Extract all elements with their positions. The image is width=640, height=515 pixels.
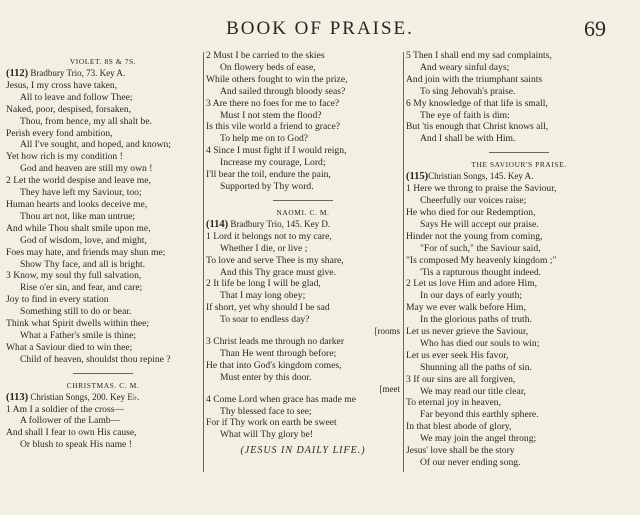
- tune-name: CHRISTMAS. C. M.: [66, 380, 140, 390]
- column-divider: [203, 52, 204, 472]
- tune-name: VIOLET. 8S & 7S.: [69, 57, 137, 66]
- hymn-number: (113): [6, 391, 29, 403]
- verse-line: To eternal joy in heaven,: [406, 397, 501, 409]
- page-title: BOOK OF PRAISE.: [226, 18, 414, 39]
- verse-line: 5 Then I shall end my sad complaints,: [406, 50, 552, 61]
- hymn-source: Christian Songs, 200. Key E♭.: [28, 391, 140, 402]
- verse-line: To soar to endless day?: [220, 314, 310, 326]
- verse-line: 2 Let us love Him and adore Him,: [406, 278, 538, 290]
- verse-line: Let us ever seek His favor,: [406, 349, 509, 361]
- verse-line: What a Father's smile is thine;: [20, 329, 137, 341]
- section-footer: (JESUS IN DAILY LIFE.): [240, 445, 366, 457]
- verse-line: In the glorious paths of truth.: [420, 314, 532, 326]
- verse-line: What will Thy glory be!: [220, 429, 314, 441]
- verse-line: To sing Jehovah's praise.: [420, 85, 516, 97]
- verse-line: Something still to do or bear.: [20, 306, 132, 318]
- verse-line: They have left my Saviour, too;: [20, 187, 142, 199]
- verse-line: 2 Let the world despise and leave me,: [6, 175, 151, 187]
- hanging-word: [rooms: [374, 326, 400, 337]
- verse-line: Must I not stem the flood?: [220, 109, 322, 121]
- column-2: [206, 50, 400, 503]
- section-rule: [273, 200, 333, 201]
- verse-line: In that blest abode of glory,: [406, 421, 512, 433]
- verse-line: 3 Know, my soul thy full salvation,: [6, 270, 142, 282]
- verse-line: Joy to find in every station: [6, 294, 109, 306]
- verse-line: Perish every fond ambition,: [6, 127, 113, 139]
- verse-line: Is this vile world a friend to grace?: [206, 121, 340, 133]
- verse-line: Thou art not, like man untrue;: [20, 210, 136, 222]
- tune-name: THE SAVIOUR'S PRAISE.: [471, 160, 567, 170]
- verse-line: 2 It life be long I will be glad,: [206, 278, 321, 290]
- verse-line: Think what Spirit dwells within thee;: [6, 318, 150, 330]
- verse-line: That I may long obey;: [220, 290, 306, 302]
- hanging-word: [meet: [379, 383, 400, 394]
- verse-line: 1 Here we throng to praise the Saviour,: [406, 183, 557, 195]
- verse-line: He who died for our Redemption,: [406, 206, 536, 218]
- hymn-number: (115): [406, 171, 429, 183]
- verse-line: All I've sought, and hoped, and known;: [20, 139, 171, 151]
- verse-line: 2 Must I be carried to the skies: [206, 50, 325, 61]
- verse-line: Whether I die, or live ;: [220, 242, 308, 254]
- hymn-heading: [206, 219, 400, 231]
- verse-line: Let us never grieve the Saviour,: [406, 326, 529, 338]
- verse-line: On flowery beds of ease,: [220, 61, 316, 73]
- verse-line: And weary sinful days;: [420, 61, 510, 73]
- verse-line: Far beyond this earthly sphere.: [420, 409, 539, 421]
- verse-line: 1 Am I a soldier of the cross—: [6, 403, 125, 415]
- verse-line: And I shall be with Him.: [420, 133, 516, 145]
- verse-line: What a Saviour died to win thee;: [6, 341, 133, 353]
- verse-line: Supported by Thy word.: [220, 180, 314, 192]
- verse-line: Thou, from hence, my all shalt be.: [20, 115, 152, 127]
- verse-line: To love and serve Thee is my share,: [206, 254, 344, 266]
- page-number: 69: [584, 16, 606, 41]
- verse-line: Or blush to speak His name !: [20, 439, 132, 451]
- verse-line: Shunning all the paths of sin.: [420, 361, 532, 373]
- verse-line: And sailed through bloody seas?: [220, 85, 346, 97]
- hymn-heading: [6, 392, 200, 404]
- verse-line: Rise o'er sin, and fear, and care;: [20, 282, 143, 294]
- verse-line: Jesus, I my cross have taken,: [6, 79, 118, 91]
- verse-line: Of our never ending song.: [420, 457, 521, 468]
- verse-line: While others fought to win the prize,: [206, 73, 348, 85]
- verse-line: If short, yet why should I be sad: [206, 302, 330, 314]
- section-rule: [489, 152, 549, 153]
- verse-line: 3 Christ leads me through no darker: [206, 336, 345, 348]
- hymn-heading: [6, 68, 200, 80]
- verse-line: Than He went through before;: [220, 347, 337, 359]
- verse-line: 6 My knowledge of that life is small,: [406, 97, 548, 109]
- verse-line: God and heaven are still my own !: [20, 163, 153, 175]
- column-1: [6, 50, 200, 503]
- verse-line: Human hearts and looks deceive me,: [6, 198, 148, 210]
- verse-line: Hinder not the young from coming,: [406, 230, 543, 242]
- verse-line: Show Thy face, and all is bright.: [20, 258, 146, 270]
- verse-line: He that into God's kingdom comes,: [206, 359, 342, 371]
- verse-line: All to leave and follow Thee;: [20, 91, 133, 103]
- hymn-number: (112): [6, 68, 29, 79]
- verse-line: Jesus' love shall be the story: [406, 445, 515, 457]
- verse-line: 3 Are there no foes for me to face?: [206, 97, 340, 109]
- hymn-source: Bradbury Trio, 145. Key D.: [228, 218, 331, 229]
- verse-line: I'll bear the toil, endure the pain,: [206, 169, 331, 181]
- verse-line: Thy blessed face to see;: [220, 405, 312, 417]
- verse-line: Naked, poor, despised, forsaken,: [6, 103, 132, 115]
- verse-line: 4 Since I must fight if I would reign,: [206, 145, 347, 157]
- verse-line: Increase my courage, Lord;: [220, 157, 326, 169]
- verse-line: God of wisdom, love, and might,: [20, 234, 147, 246]
- hymn-number: (114): [206, 218, 229, 230]
- verse-line: We may join the angel throng;: [420, 433, 537, 445]
- tune-name: NAOMI. C. M.: [276, 207, 330, 217]
- verse-line: "For of such," the Saviour said,: [420, 242, 541, 254]
- verse-line: "Is composed My heavenly kingdom ;": [406, 254, 557, 266]
- verse-line: And shall I fear to own His cause,: [6, 427, 137, 439]
- verse-line: But 'tis enough that Christ knows all,: [406, 121, 549, 133]
- verse-line: Says He will accept our praise.: [420, 218, 539, 230]
- verse-line: 'Tis a rapturous thought indeed.: [420, 266, 542, 278]
- hymn-heading: [406, 171, 632, 183]
- verse-line: To help me on to God?: [220, 133, 309, 145]
- verse-line: Must enter by this door.: [220, 371, 312, 383]
- verse-line: 3 If our sins are all forgiven,: [406, 373, 516, 385]
- verse-line: We may read our title clear,: [420, 385, 526, 397]
- verse-line: Who has died our souls to win;: [420, 337, 540, 349]
- column-3: [406, 50, 632, 503]
- verse-line: And while Thou shalt smile upon me,: [6, 222, 151, 234]
- hymn-source: Bradbury Trio, 73. Key A.: [28, 68, 126, 78]
- verse-line: Child of heaven, shouldst thou repine ?: [20, 353, 171, 365]
- section-rule: [73, 373, 133, 374]
- verse-line: For if Thy work on earth be sweet: [206, 417, 337, 429]
- verse-line: Yet how rich is my condition !: [6, 151, 123, 163]
- verse-line: 1 Lord it belongs not to my care,: [206, 230, 332, 242]
- verse-line: Foes may hate, and friends may shun me;: [6, 246, 166, 258]
- hymn-source: Christian Songs, 145. Key A.: [428, 171, 534, 182]
- verse-line: The eye of faith is dim:: [420, 109, 510, 121]
- verse-line: And this Thy grace must give.: [220, 266, 336, 278]
- column-divider: [403, 52, 404, 472]
- verse-line: A follower of the Lamb—: [20, 415, 121, 427]
- verse-line: And join with the triumphant saints: [406, 73, 543, 85]
- verse-line: May we ever walk before Him,: [406, 302, 526, 314]
- verse-line: Cheerfully our voices raise;: [420, 195, 527, 207]
- verse-line: 4 Come Lord when grace has made me: [206, 393, 356, 405]
- verse-line: In our days of early youth;: [420, 290, 523, 302]
